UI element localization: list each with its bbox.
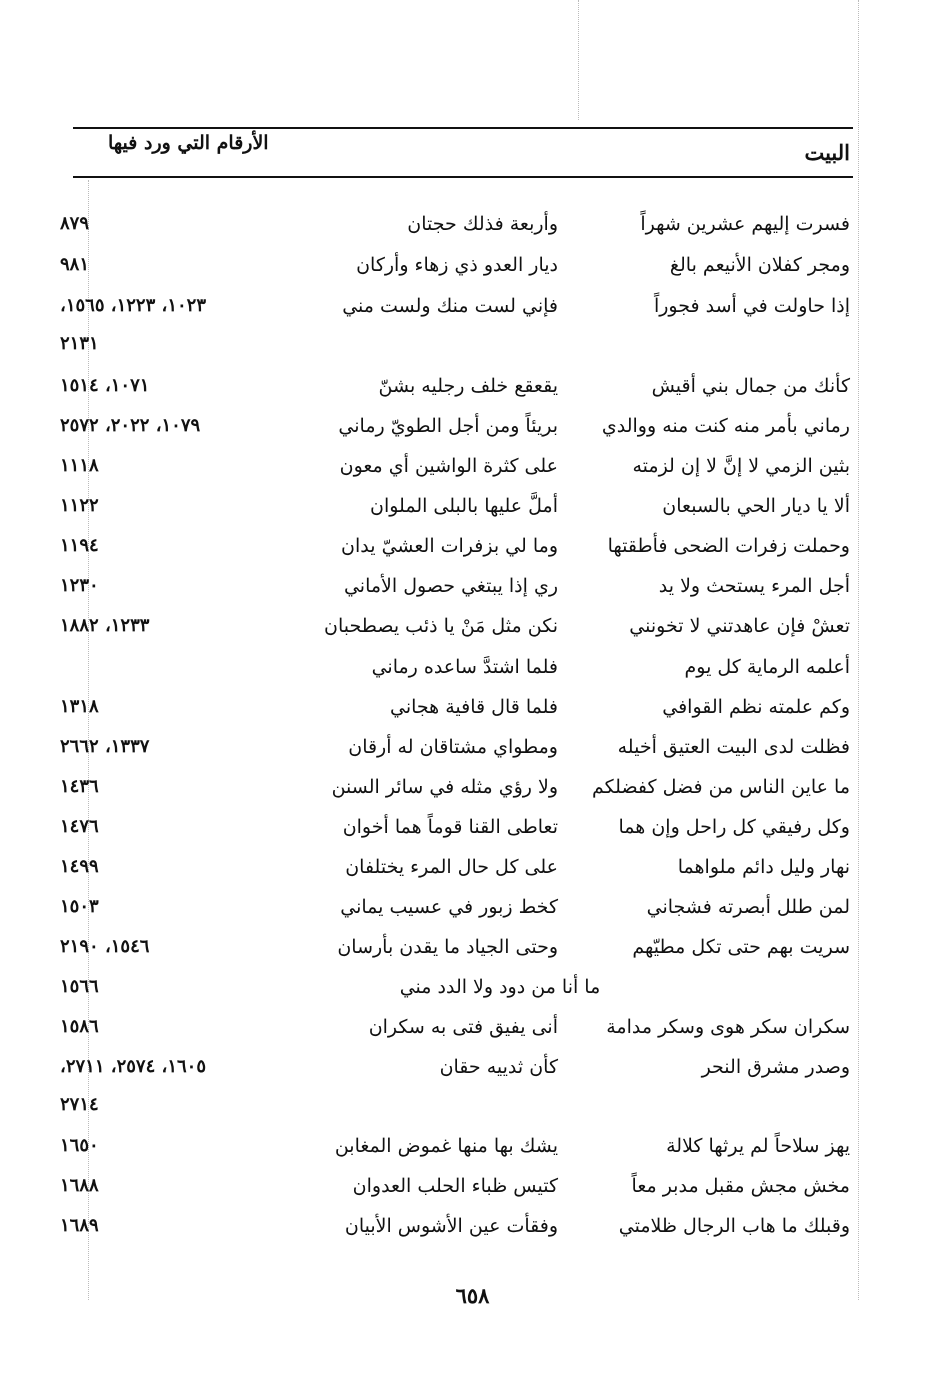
verse-second-hemistich: فلما قال قافية هجاني	[389, 696, 558, 718]
verse-row	[60, 848, 850, 886]
header-top-rule	[73, 127, 853, 129]
verse-reference-numbers: ١٠٢٣، ١٢٢٣، ١٥٦٥،	[60, 295, 206, 316]
verse-second-hemistich: يشك بها منها غموض المغابن	[334, 1135, 558, 1157]
verse-first-hemistich: رماني بأمر منه كنت منه ووالدي	[601, 415, 850, 437]
verse-reference-numbers: ١٥٠٣	[60, 896, 99, 917]
verse-second-hemistich: ومطواي مشتاقان له أرقان	[348, 736, 558, 758]
verse-second-hemistich: ري إذا يبتغي حصول الأماني	[343, 575, 558, 597]
verse-row	[60, 928, 850, 966]
verse-reference-numbers: ١٦٠٥، ٢٥٧٤، ٢٧١١،	[60, 1056, 206, 1077]
verse-row-single	[60, 968, 850, 1006]
verse-row	[60, 768, 850, 806]
verse-second-hemistich: أملَّ عليها بالبلى الملوان	[370, 495, 558, 517]
verse-reference-numbers: ١٤٧٦	[60, 816, 99, 837]
verse-row	[60, 1167, 850, 1205]
verse-row	[60, 808, 850, 846]
verse-first-hemistich: ومجر كفلان الأنيعم بالغ	[669, 254, 850, 276]
verse-second-hemistich: أنى يفيق فتى به سكران	[368, 1016, 558, 1038]
verse-first-hemistich: وحملت زفرات الضحى فأطقتها	[607, 535, 850, 557]
verse-first-hemistich: وصدر مشرق النحر	[701, 1056, 850, 1078]
verse-second-hemistich: تعاطى القنا قوماً هما أخوان	[342, 816, 558, 838]
header-left-title: الأرقام التي ورد فيها	[108, 132, 269, 154]
verse-reference-numbers: ١٣١٨	[60, 696, 99, 717]
verse-first-hemistich: ألا يا ديار الحي بالسبعان	[662, 495, 850, 517]
page-number: ٦٥٨	[455, 1283, 490, 1308]
verse-row	[60, 1127, 850, 1165]
verse-row	[60, 205, 850, 243]
verse-first-hemistich: أجل المرء يستحث ولا يد	[658, 575, 850, 597]
verse-second-hemistich: فلما اشتدَّ ساعده رماني	[371, 656, 558, 678]
verse-second-hemistich: على كل حال المرء يختلفان	[345, 856, 558, 878]
verse-row	[60, 648, 850, 686]
verse-first-hemistich: وكم علمته نظم القوافي	[662, 696, 850, 718]
verse-second-hemistich: كتيس ظباء الحلب العدوان	[352, 1175, 558, 1197]
verse-row	[60, 447, 850, 485]
verse-first-hemistich: ما عاين الناس من فضل كفضلكم	[592, 776, 850, 798]
verse-first-hemistich: لمن طلل أبصرته فشجاني	[646, 896, 850, 918]
verse-row	[60, 1048, 850, 1086]
verse-first-hemistich: إذا حاولت في أسد فجوراً	[653, 295, 850, 317]
verse-second-hemistich: وأربعة فذلك حجتان	[407, 213, 558, 235]
verse-reference-numbers: ١٠٧١، ١٥١٤	[60, 375, 150, 396]
verse-row	[60, 1207, 850, 1245]
verse-first-hemistich: يهز سلاحاً لم يرثها كلالة	[666, 1135, 850, 1157]
verse-row	[60, 607, 850, 645]
scan-artifact-line	[858, 0, 859, 1300]
verse-second-hemistich: على كثرة الواشين أي معون	[339, 455, 558, 477]
header-bottom-rule	[73, 176, 853, 178]
verse-second-hemistich: ولا رؤي مثله في سائر السنن	[331, 776, 558, 798]
verse-reference-numbers: ١٦٨٨	[60, 1175, 99, 1196]
verse-second-hemistich: كخط زبور في عسيب يماني	[340, 896, 558, 918]
verse-first-hemistich: نهار وليل دائم ملواهما	[677, 856, 850, 878]
verse-reference-numbers: ١٦٨٩	[60, 1215, 99, 1236]
scan-artifact-line	[578, 0, 579, 120]
verse-reference-numbers: ١٦٥٠	[60, 1135, 99, 1156]
verse-first-hemistich: أعلمه الرماية كل يوم	[684, 656, 850, 678]
verse-second-hemistich: يقعقع خلف رجليه بشنّ	[378, 375, 558, 397]
verse-reference-numbers: ٢١٣١	[60, 333, 99, 354]
verse-first-hemistich: وقبلك ما هاب الرجال ظلامتي	[618, 1215, 850, 1237]
verse-reference-numbers: ١٥٦٦	[60, 976, 99, 997]
verse-second-hemistich: بريئاً ومن أجل الطويّ رماني	[338, 415, 558, 437]
verse-row	[60, 728, 850, 766]
verse-first-hemistich: سريت بهم حتى تكل مطيّهم	[632, 936, 850, 958]
verse-first-hemistich: بثين الزمي لا إنَّ لا إن لزمته	[632, 455, 850, 477]
verse-second-hemistich: وما لي بزفرات العشيّ يدان	[341, 535, 558, 557]
verse-reference-numbers: ١٢٣٣، ١٨٨٢	[60, 615, 150, 636]
verse-centered-line: ما أنا من دود ولا الدد مني	[399, 976, 601, 998]
verse-row	[60, 688, 850, 726]
verse-reference-numbers: ٨٧٩	[60, 213, 90, 234]
verse-reference-numbers: ١٥٤٦، ٢١٩٠	[60, 936, 150, 957]
verse-reference-numbers: ١٤٣٦	[60, 776, 99, 797]
verse-second-hemistich: وحتى الجياد ما يقدن بأرسان	[337, 936, 558, 958]
verse-reference-numbers: ١٣٣٧، ٢٦٦٢	[60, 736, 150, 757]
verse-row	[60, 287, 850, 325]
verse-reference-numbers: ١٤٩٩	[60, 856, 99, 877]
verse-reference-numbers: ٩٨١	[60, 254, 90, 275]
verse-row	[60, 527, 850, 565]
verse-reference-numbers: ١٥٨٦	[60, 1016, 99, 1037]
verse-first-hemistich: سكران سكر هوى وسكر مدامة	[606, 1016, 850, 1038]
verse-second-hemistich: فإني لست منك ولست مني	[342, 295, 558, 317]
verse-reference-numbers: ١١١٨	[60, 455, 99, 476]
verse-row	[60, 407, 850, 445]
verse-reference-numbers: ١٠٧٩، ٢٠٢٢، ٢٥٧٢	[60, 415, 201, 436]
verse-row-continuation	[60, 1086, 850, 1124]
verse-first-hemistich: تعشْ فإن عاهدتني لا تخونني	[629, 615, 850, 637]
verse-row	[60, 487, 850, 525]
verse-first-hemistich: فظلت لدى البيت العتيق أخيله	[617, 736, 850, 758]
verse-second-hemistich: ديار العدو ذي زهاء وأركان	[356, 254, 558, 276]
verse-first-hemistich: مخش مجش مقبل مدبر معاً	[631, 1175, 850, 1197]
verse-first-hemistich: كأنك من جمال بني أقيش	[651, 375, 850, 397]
verse-reference-numbers: ١٢٣٠	[60, 575, 99, 596]
verse-row	[60, 367, 850, 405]
verse-second-hemistich: نكن مثل مَنْ يا ذئب يصطحبان	[324, 615, 558, 637]
verse-reference-numbers: ١١٩٤	[60, 535, 99, 556]
verse-reference-numbers: ١١٢٢	[60, 495, 99, 516]
header-right-title: البيت	[804, 140, 850, 165]
verse-row	[60, 567, 850, 605]
verse-reference-numbers: ٢٧١٤	[60, 1094, 99, 1115]
verse-second-hemistich: وفقأت عين الأشوس الأبيان	[344, 1215, 558, 1237]
verse-second-hemistich: كأن ثدييه حقان	[439, 1056, 558, 1078]
verse-row	[60, 888, 850, 926]
verse-row-continuation	[60, 325, 850, 363]
verse-row	[60, 1008, 850, 1046]
verse-row	[60, 246, 850, 284]
verse-first-hemistich: وكل رفيقي كل راحل وإن هما	[618, 816, 850, 838]
verse-first-hemistich: فسرت إليهم عشرين شهراً	[640, 213, 850, 235]
